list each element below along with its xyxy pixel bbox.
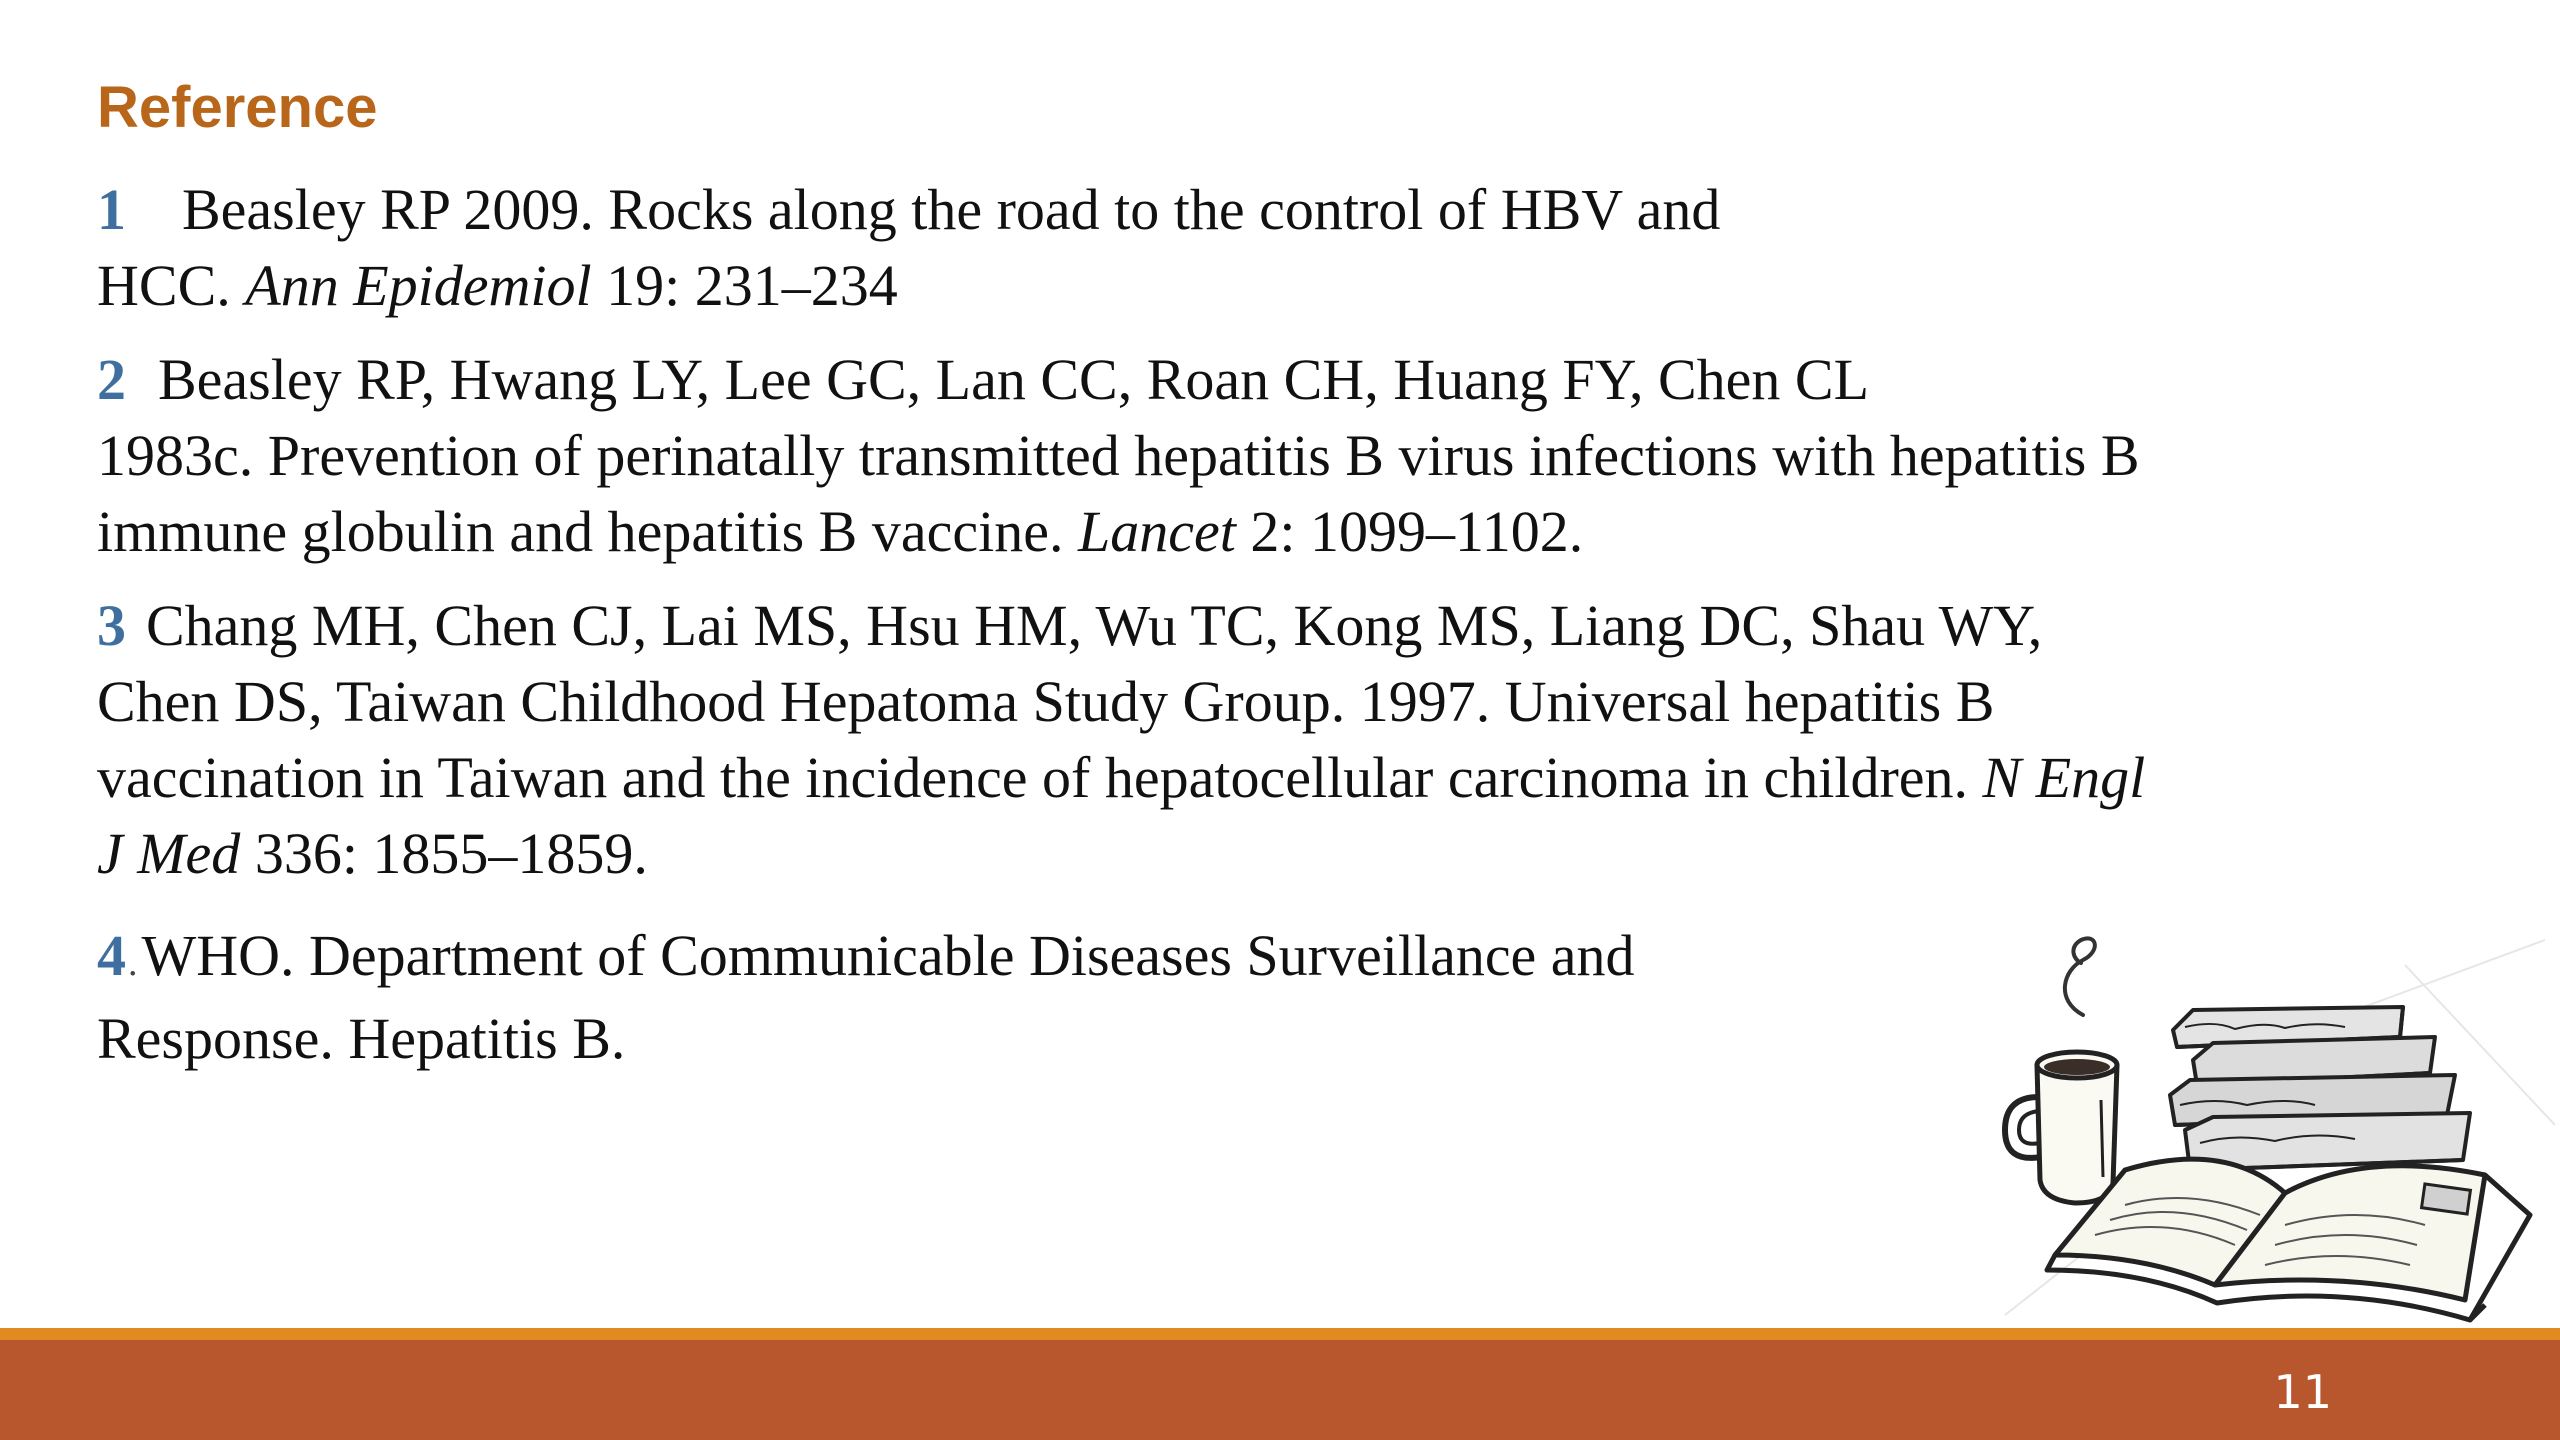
slide-title: Reference (97, 75, 378, 140)
reference-line (97, 342, 2417, 418)
reference-line: Chen DS, Taiwan Childhood Hepatoma Study Group. 1997. Universal hepatitis B (97, 669, 1995, 734)
reference-dot: . (128, 942, 138, 984)
reference-text: immune globulin and hepatitis B vaccine. (97, 499, 1078, 564)
reference-line: Response. Hepatitis B. (97, 1006, 626, 1071)
journal-name: Ann Epidemiol (245, 253, 592, 318)
reference-citation: 336: 1855–1859. (240, 821, 648, 886)
reference-text: Beasley RP, Hwang LY, Lee GC, Lan CC, Roan CH, Huang FY, Chen CL (158, 347, 1870, 412)
reference-text: WHO. Department of Communicable Diseases Surveillance and (141, 923, 1635, 988)
reference-text: Beasley RP 2009. Rocks along the road to the control of HBV and (182, 177, 1721, 242)
reference-citation: 2: 1099–1102. (1235, 499, 1584, 564)
reference-text: HCC. (97, 253, 246, 318)
footer-bar (0, 1340, 2560, 1440)
reference-number: 4 (97, 923, 126, 988)
journal-name: Lancet (1077, 499, 1236, 564)
journal-name: N Engl (1982, 745, 2146, 810)
coffee-and-books-icon (1985, 925, 2560, 1325)
reference-number: 2 (97, 347, 126, 412)
reference-text: vaccination in Taiwan and the incidence of hepatocellular carcinoma in children. (97, 745, 1983, 810)
reference-line (97, 740, 2417, 816)
reference-item-2 (97, 342, 2417, 570)
reference-citation: 19: 231–234 (591, 253, 898, 318)
reference-line (97, 172, 2417, 248)
reference-line (97, 248, 2417, 324)
reference-item-1 (97, 172, 2417, 324)
reference-line (97, 494, 2417, 570)
reference-line (97, 588, 2417, 664)
reference-number: 3 (97, 593, 126, 658)
page-number: 11 (2273, 1365, 2332, 1419)
reference-item-3 (97, 588, 2417, 892)
footer-accent-bar (0, 1328, 2560, 1340)
reference-line: 1983c. Prevention of perinatally transmitted hepatitis B virus infections with hepatitis B (97, 423, 2140, 488)
reference-line (97, 816, 2417, 892)
journal-name: J Med (97, 821, 241, 886)
reference-number: 1 (97, 177, 126, 242)
reference-text: Chang MH, Chen CJ, Lai MS, Hsu HM, Wu TC, Kong MS, Liang DC, Shau WY, (146, 593, 2043, 658)
